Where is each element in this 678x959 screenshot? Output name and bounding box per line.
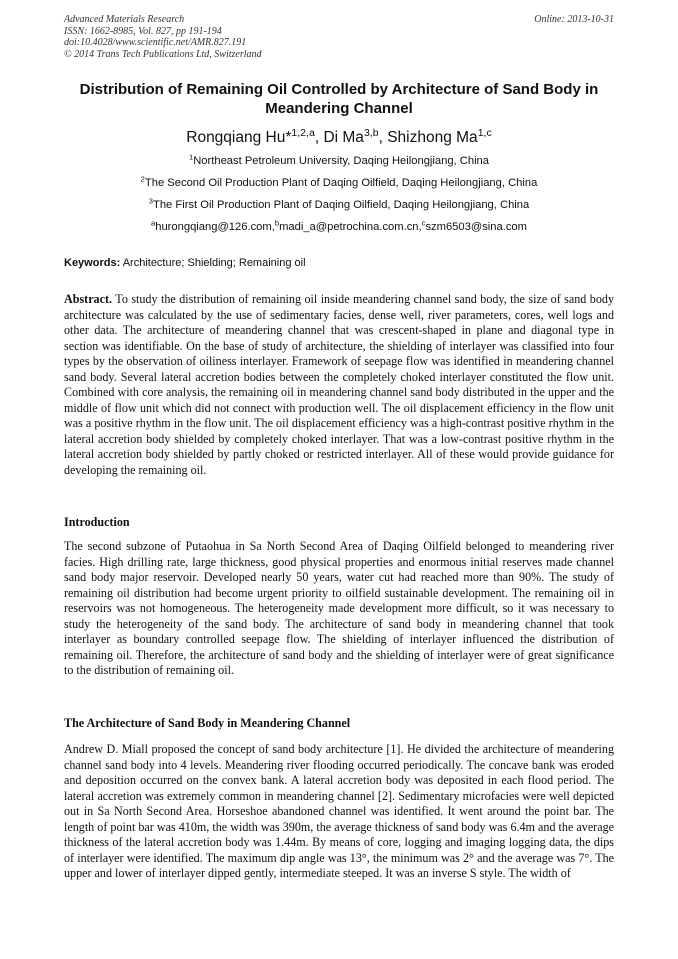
author-list [0, 126, 678, 147]
email-link[interactable]: madi_a@petrochina.com.cn, [279, 221, 422, 233]
author-name: Shizhong Ma [387, 129, 478, 146]
affiliation [0, 196, 678, 211]
affiliation [0, 174, 678, 189]
affiliation [0, 152, 678, 167]
email-link[interactable]: szm6503@sina.com [425, 221, 527, 233]
journal-name: Advanced Materials Research [64, 14, 185, 25]
affiliation-mark: 2 [140, 174, 145, 184]
affiliation-mark: 1 [188, 152, 194, 162]
doi-line[interactable]: doi:10.4028/www.scientific.net/AMR.827.191 [64, 37, 247, 48]
affiliation-mark: 3 [148, 196, 153, 206]
abstract [64, 292, 614, 478]
author-affiliation-mark: 1,c [477, 126, 492, 139]
keywords-label: Keywords: [64, 257, 121, 269]
architecture-text: Andrew D. Miall proposed the concept of sand body architecture [1]. He divided the architecture of meandering channel sand body into 4 levels. Meandering river flooding occurred periodically. The concave bank was eroded and deposition occurred on the convex bank. A lateral accretion body was deposited in each flood period. The lateral accretion was extremely common in meandering channel [2]. Sedimentary microfacies were well depicted out in Sa North Second Area. Horseshoe abandoned channel was identified. It went around the point bar. The length of point bar was 410m, the width was 390m, the average thickness of sand body was 6.4m and the average thickness of the lateral accretion body was 1.44m. By means of core, logging and imaging logging data, the dips of interlayer were identified. The maximum dip angle was 13°, the minimum was 2° and the average was 7°. The upper and lower of interlayer dipped gently, intermediate steeped. It was an inverse S style. The width of [64, 742, 614, 880]
email-list [0, 218, 678, 233]
affiliation-text: The Second Oil Production Plant of Daqing Oilfield, Daqing Heilongjiang, China [144, 177, 538, 189]
introduction-text: The second subzone of Putaohua in Sa North Second Area of Daqing Oilfield belonged to meandering river facies. High drilling rate, large thickness, good physical properties and enormous initial reserves made channel sand body major reservoir. Developed nearly 50 years, water cut had reached more than 90%. The study of remaining oil distribution had become urgent priority to oilfield sustainable development. The remaining oil in reservoirs was not homogeneous. The heterogeneity made development more difficult, so it was necessary to study the heterogeneity of the sand body. The architecture of sand body in meandering channel that took interlayer as boundary controlled seepage flow. The shielding of interlayer influenced the distribution of remaining oil. Therefore, the architecture of sand body and the shielding of interlayer were of great significance to the distribution of remaining oil. [64, 539, 614, 677]
author-separator: , [314, 129, 324, 146]
author-affiliation-mark: 1,2,a [291, 126, 315, 139]
email-link[interactable]: hurongqiang@126.com, [155, 221, 275, 233]
email-mark: a [151, 218, 156, 228]
keywords [64, 257, 306, 269]
author-affiliation-mark: 3,b [363, 126, 379, 139]
affiliation-text: Northeast Petroleum University, Daqing Heilongjiang, China [193, 155, 490, 167]
keywords-text: Architecture; Shielding; Remaining oil [120, 257, 306, 269]
author-name: Di Ma [323, 129, 364, 146]
issn-line: ISSN: 1662-8985, Vol. 827, pp 191-194 [64, 25, 222, 37]
journal-header [64, 14, 262, 60]
introduction-heading: Introduction [64, 515, 130, 529]
online-date: Online: 2013-10-31 [534, 14, 614, 25]
email-mark: b [274, 218, 280, 228]
paper-title: Distribution of Remaining Oil Controlled by Architecture of Sand Body in Meandering Channel [79, 81, 599, 117]
copyright-line: © 2014 Trans Tech Publications Ltd, Switzerland [64, 48, 262, 60]
email-mark: c [421, 218, 426, 228]
abstract-label: Abstract. [64, 292, 113, 306]
abstract-text: To study the distribution of remaining oil inside meandering channel sand body, the size of sand body architecture was calculated by the use of sedimentary facies, dense well, river parameters, cores, well logs and other data. The architecture of meandering channel that was crescent-shaped in plane and diagonal type in section was identifiable. On the base of study of architecture, the shielding of interlayer was classified into four types by the observation of oiliness interlayer. Framework of seepage flow was identified in meandering channel sand body. Several lateral accretion bodies between the completely choked interlayer constituted the flow unit. Combined with core analysis, the remaining oil in meandering channel sand body distributed in the upper and the middle of flow unit which did not connect with production well. The oil displacement efficiency in the flow unit was a positive rhythm in the flow unit. The oil displacement efficiency was a high-contrast positive rhythm in the lateral accretion body shielded by completely choked interlayer. That was a low-contrast positive rhythm in the lateral accretion body shielded by partly choked or restricted interlayer. All of these would provide guidance for developing the remaining oil. [64, 292, 614, 477]
author-name: Rongqiang Hu* [186, 129, 292, 146]
architecture-heading: The Architecture of Sand Body in Meandering Channel [64, 716, 351, 730]
affiliation-text: The First Oil Production Plant of Daqing Oilfield, Daqing Heilongjiang, China [153, 199, 530, 211]
author-separator: , [378, 129, 388, 146]
